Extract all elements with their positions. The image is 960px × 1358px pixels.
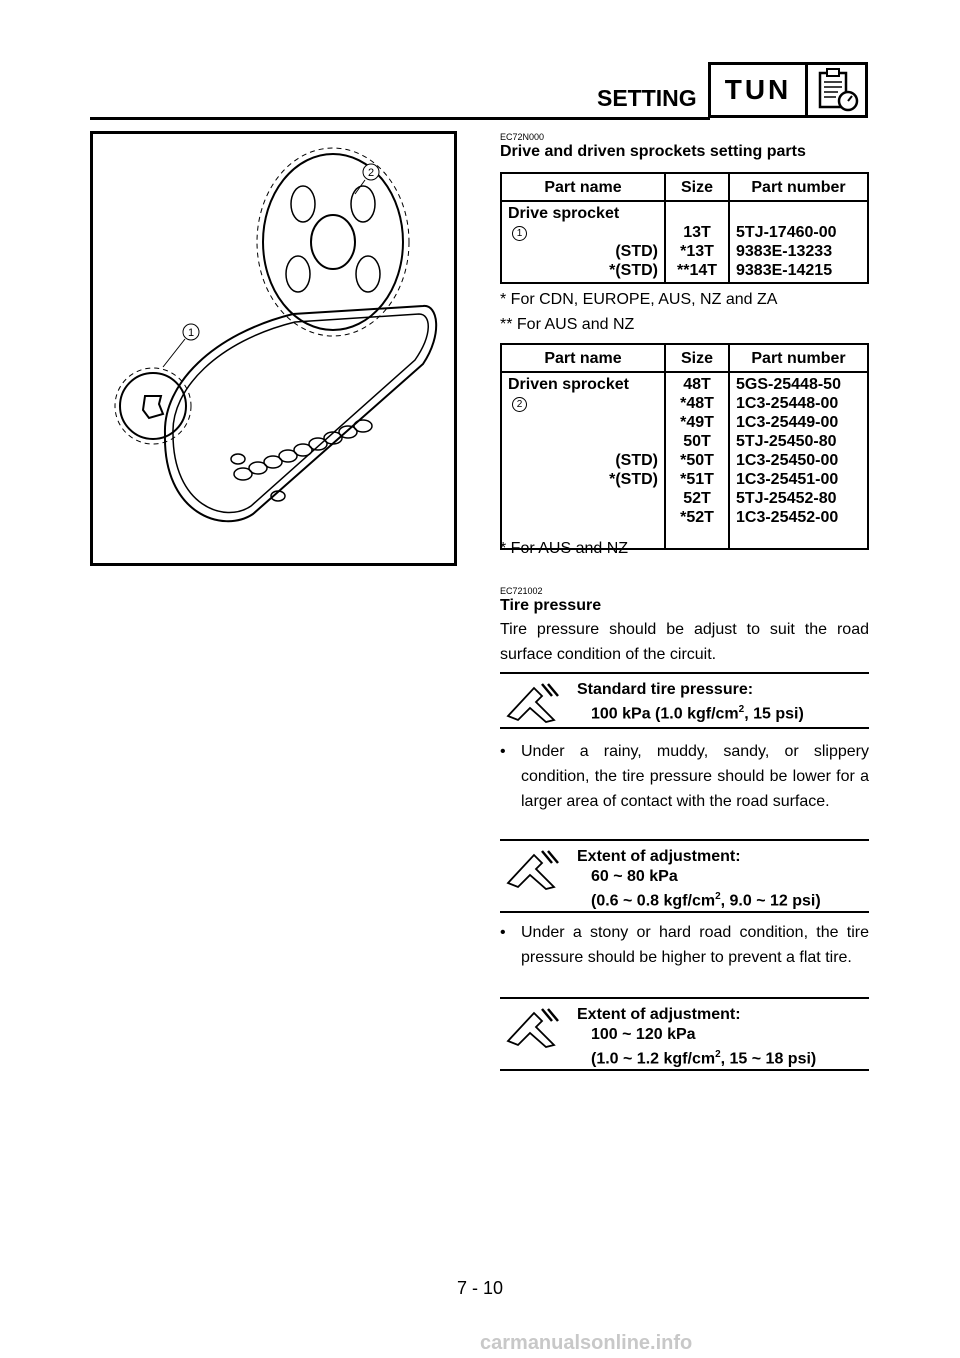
section-title: SETTING [597,85,697,111]
driven-size-cell [665,372,729,549]
callout-1-label: 1 [187,327,195,339]
adj2-value-a: (1.0 ~ 1.2 kgf/cm [591,1050,716,1068]
callout-2-badge: 2 [512,397,527,412]
driven-row-5-part: 1C3-25450-00 [736,452,839,469]
driven-row-4-size: 50T [683,433,711,450]
bullet-2-text: Under a stony or hard road condition, the tire pressure should be higher to prevent a flat tire. [521,924,869,966]
drive-row-2-size: *13T [680,243,714,260]
drive-name-cell [501,201,665,283]
section-code-tire: EC721002 [500,586,543,596]
drive-note-1: * For CDN, EUROPE, AUS, NZ and ZA [500,291,778,308]
bullet-item-2 [500,920,869,970]
tire-intro-line-1: Tire pressure should be adjust to suit the road [500,621,869,638]
col-part-number: Part number [729,344,868,372]
standard-value-b: , 15 psi) [744,705,804,723]
driven-row-7-size: 52T [683,490,711,507]
standard-pressure-value [577,700,804,724]
adjustment-1-label: Extent of adjustment: [577,848,741,865]
drive-row-1-name: (STD) [615,243,658,260]
callout-2-label: 2 [367,167,375,179]
driven-row-3-size: *49T [680,414,714,431]
adj2-value-b: , 15 ~ 18 psi) [720,1050,817,1068]
driven-row-6-part: 1C3-25451-00 [736,471,839,488]
driven-row-1-part: 5GS-25448-50 [736,376,841,393]
bullet-1-text: Under a rainy, muddy, sandy, or slippery condition, the tire pressure should be lower for a larger area of contact with the road surface. [521,743,869,810]
header-rule [90,117,710,120]
tire-intro [500,617,869,667]
drive-row-3-size: **14T [676,262,718,279]
col-size: Size [665,173,729,201]
bullet-item-1 [500,739,869,814]
callout-1-badge: 1 [512,226,527,241]
driven-note: * For AUS and NZ [500,540,629,557]
superscript: 2 [738,704,745,715]
driven-row-6-size: *51T [680,471,714,488]
standard-value-a: 100 kPa (1.0 kgf/cm [591,705,739,723]
caliper-icon [506,849,564,891]
tire-intro-line-2: surface condition of the circuit. [500,646,717,663]
adjustment-2-kpa: 100 ~ 120 kPa [591,1026,696,1043]
driven-sprocket-label: Driven sprocket [508,376,629,393]
adjustment-box-2 [500,997,869,1071]
col-part-number: Part number [729,173,868,201]
watermark: carmanualsonline.info [480,1332,693,1354]
drive-sprocket [115,368,191,444]
adjustment-1-units [577,887,821,911]
driven-row-7-part: 5TJ-25452-80 [736,490,837,507]
sprocket-chain-illustration [90,131,457,566]
drive-size-cell [665,201,729,283]
driven-row-3-part: 1C3-25449-00 [736,414,839,431]
col-part-name: Part name [501,344,665,372]
driven-row-5-name: *(STD) [609,471,658,488]
drive-sprocket-table [500,172,869,284]
page-number: 7 - 10 [456,1278,504,1298]
drive-row-1-part: 5TJ-17460-00 [736,224,837,241]
sprockets-heading: Drive and driven sprockets setting parts [500,143,806,160]
adj1-value-a: (0.6 ~ 0.8 kgf/cm [591,892,716,910]
driven-sprocket-table [500,343,869,550]
section-code-sprockets: EC72N000 [500,132,545,142]
col-size: Size [665,344,729,372]
drive-note-2: ** For AUS and NZ [500,316,635,333]
drive-row-2-part: 9383E-13233 [736,243,833,260]
drive-row-1-size: 13T [683,224,711,241]
drive-row-2-name: *(STD) [609,262,658,279]
standard-pressure-box [500,672,869,729]
driven-row-4-part: 5TJ-25450-80 [736,433,837,450]
driven-row-8-size: *52T [680,509,714,526]
driven-row-4-name: (STD) [615,452,658,469]
clipboard-stopwatch-icon [808,65,865,115]
adjustment-box-1 [500,839,869,913]
driven-row-1-size: 48T [683,376,711,393]
driven-row-2-size: *48T [680,395,714,412]
caliper-icon [506,682,564,724]
bullet-marker: • [500,743,506,760]
adjustment-1-kpa: 60 ~ 80 kPa [591,868,678,885]
driven-row-8-part: 1C3-25452-00 [736,509,839,526]
tire-heading: Tire pressure [500,597,602,614]
section-code: TUN [711,65,808,115]
adjustment-2-units [577,1045,816,1069]
drive-row-3-part: 9383E-14215 [736,262,833,279]
driven-name-cell [501,372,665,549]
adjustment-2-label: Extent of adjustment: [577,1006,741,1023]
bullet-marker: • [500,924,506,941]
superscript: 2 [715,891,721,902]
drive-sprocket-label: Drive sprocket [508,205,620,222]
caliper-icon [506,1007,564,1049]
adj1-value-b: , 9.0 ~ 12 psi) [720,892,821,910]
superscript: 2 [715,1049,721,1060]
driven-part-cell [729,372,868,549]
standard-pressure-label: Standard tire pressure: [577,681,754,698]
driven-row-2-part: 1C3-25448-00 [736,395,839,412]
drive-part-cell [729,201,868,283]
section-tab [708,62,868,118]
col-part-name: Part name [501,173,665,201]
driven-row-5-size: *50T [680,452,714,469]
